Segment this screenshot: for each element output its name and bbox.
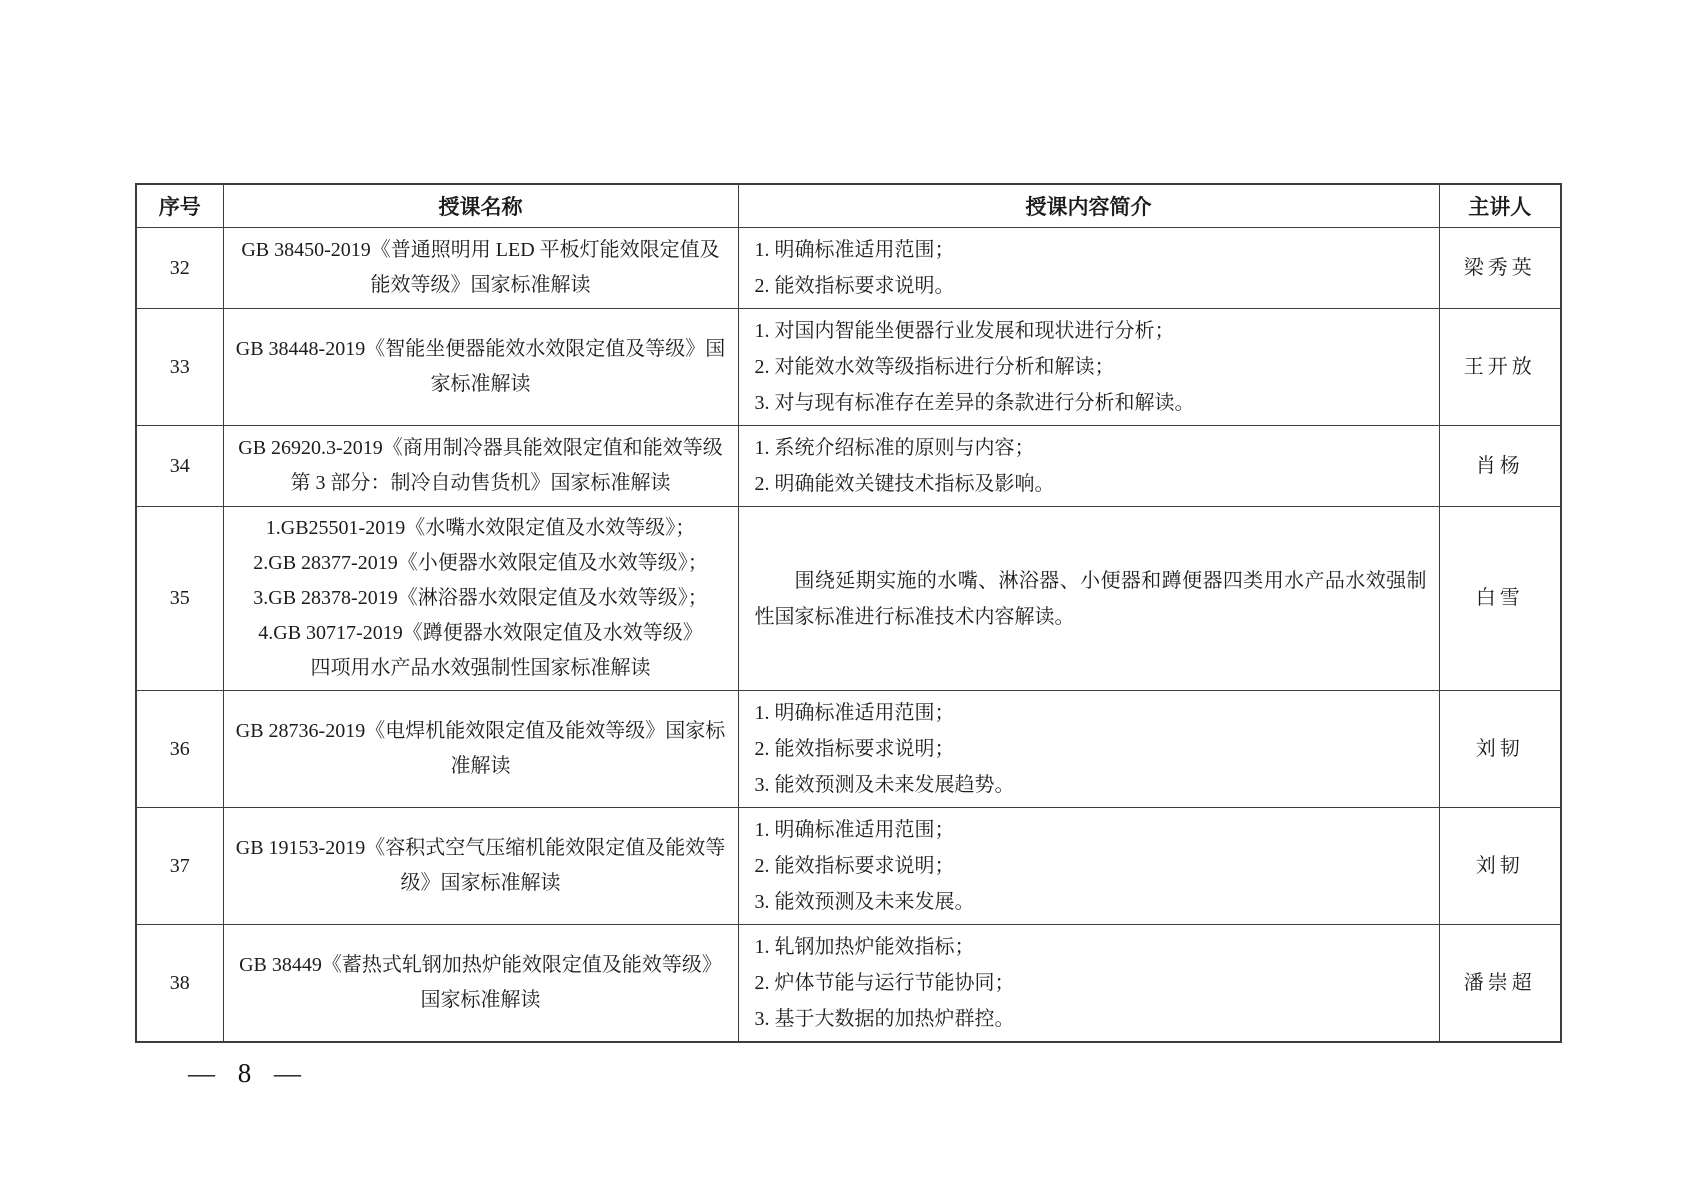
page-number: — 8 — bbox=[188, 1058, 309, 1088]
lecturer-cell: 刘韧 bbox=[1439, 691, 1561, 808]
course-table bbox=[135, 183, 1562, 1043]
course-name-cell bbox=[223, 507, 738, 691]
course-name-line: 2.GB 28377-2019《小便器水效限定值及水效等级》； bbox=[253, 552, 708, 574]
course-content-cell bbox=[738, 309, 1439, 426]
content-item: 3. 对与现有标准存在差异的条款进行分析和解读。 bbox=[754, 392, 1195, 414]
lecturer-cell: 刘韧 bbox=[1439, 808, 1561, 925]
course-name-cell: GB 38449《蓄热式轧钢加热炉能效限定值及能效等级》国家标准解读 bbox=[223, 925, 738, 1043]
header-course-content: 授课内容简介 bbox=[738, 184, 1439, 228]
course-name-cell: GB 28736-2019《电焊机能效限定值及能效等级》国家标准解读 bbox=[223, 691, 738, 808]
table-row bbox=[136, 309, 1561, 426]
content-item: 2. 对能效水效等级指标进行分析和解读； bbox=[754, 356, 1115, 378]
course-name-line: 4.GB 30717-2019《蹲便器水效限定值及水效等级》 bbox=[258, 622, 703, 644]
content-item: 1. 系统介绍标准的原则与内容； bbox=[754, 437, 1035, 459]
row-number-cell: 38 bbox=[136, 925, 223, 1043]
content-item: 2. 明确能效关键技术指标及影响。 bbox=[754, 473, 1055, 495]
course-name-line: 四项用水产品水效强制性国家标准解读 bbox=[310, 657, 651, 679]
table-body bbox=[136, 228, 1561, 1043]
table-row bbox=[136, 925, 1561, 1043]
content-item: 1. 对国内智能坐便器行业发展和现状进行分析； bbox=[754, 320, 1175, 342]
course-name-line: 3.GB 28378-2019《淋浴器水效限定值及水效等级》； bbox=[253, 587, 708, 609]
course-name-line: 1.GB25501-2019《水嘴水效限定值及水效等级》； bbox=[265, 517, 696, 539]
content-item: 3. 能效预测及未来发展趋势。 bbox=[754, 774, 1015, 796]
content-item: 2. 能效指标要求说明。 bbox=[754, 275, 955, 297]
course-content-cell bbox=[738, 808, 1439, 925]
table-row bbox=[136, 228, 1561, 309]
header-lecturer: 主讲人 bbox=[1439, 184, 1561, 228]
row-number-cell: 37 bbox=[136, 808, 223, 925]
table-row bbox=[136, 507, 1561, 691]
course-name-cell: GB 19153-2019《容积式空气压缩机能效限定值及能效等级》国家标准解读 bbox=[223, 808, 738, 925]
course-content-cell bbox=[738, 691, 1439, 808]
table-row bbox=[136, 808, 1561, 925]
header-course-name: 授课名称 bbox=[223, 184, 738, 228]
table-row bbox=[136, 426, 1561, 507]
course-content-cell bbox=[738, 228, 1439, 309]
content-item: 2. 能效指标要求说明； bbox=[754, 855, 955, 877]
row-number-cell: 35 bbox=[136, 507, 223, 691]
header-number: 序号 bbox=[136, 184, 223, 228]
table-header-row bbox=[136, 184, 1561, 228]
row-number-cell: 33 bbox=[136, 309, 223, 426]
row-number-cell: 34 bbox=[136, 426, 223, 507]
content-item: 3. 基于大数据的加热炉群控。 bbox=[754, 1008, 1015, 1030]
lecturer-cell: 白雪 bbox=[1439, 507, 1561, 691]
table-row bbox=[136, 691, 1561, 808]
content-item: 围绕延期实施的水嘴、淋浴器、小便器和蹲便器四类用水产品水效强制性国家标准进行标准技术内容解读。 bbox=[754, 569, 1427, 628]
lecturer-cell: 梁秀英 bbox=[1439, 228, 1561, 309]
course-content-cell bbox=[738, 426, 1439, 507]
lecturer-cell: 潘崇超 bbox=[1439, 925, 1561, 1043]
content-item: 2. 能效指标要求说明； bbox=[754, 738, 955, 760]
lecturer-cell: 王开放 bbox=[1439, 309, 1561, 426]
content-item: 1. 明确标准适用范围； bbox=[754, 239, 955, 261]
content-item: 1. 轧钢加热炉能效指标； bbox=[754, 936, 975, 958]
course-name-cell: GB 38448-2019《智能坐便器能效水效限定值及等级》国家标准解读 bbox=[223, 309, 738, 426]
content-item: 3. 能效预测及未来发展。 bbox=[754, 891, 975, 913]
course-content-cell bbox=[738, 925, 1439, 1043]
course-content-cell bbox=[738, 507, 1439, 691]
content-item: 1. 明确标准适用范围； bbox=[754, 819, 955, 841]
lecturer-cell: 肖杨 bbox=[1439, 426, 1561, 507]
row-number-cell: 32 bbox=[136, 228, 223, 309]
content-item: 2. 炉体节能与运行节能协同； bbox=[754, 972, 1015, 994]
course-name-cell: GB 26920.3-2019《商用制冷器具能效限定值和能效等级 第 3 部分：制冷自动售货机》国家标准解读 bbox=[223, 426, 738, 507]
row-number-cell: 36 bbox=[136, 691, 223, 808]
content-item: 1. 明确标准适用范围； bbox=[754, 702, 955, 724]
course-name-cell: GB 38450-2019《普通照明用 LED 平板灯能效限定值及能效等级》国家标准解读 bbox=[223, 228, 738, 309]
